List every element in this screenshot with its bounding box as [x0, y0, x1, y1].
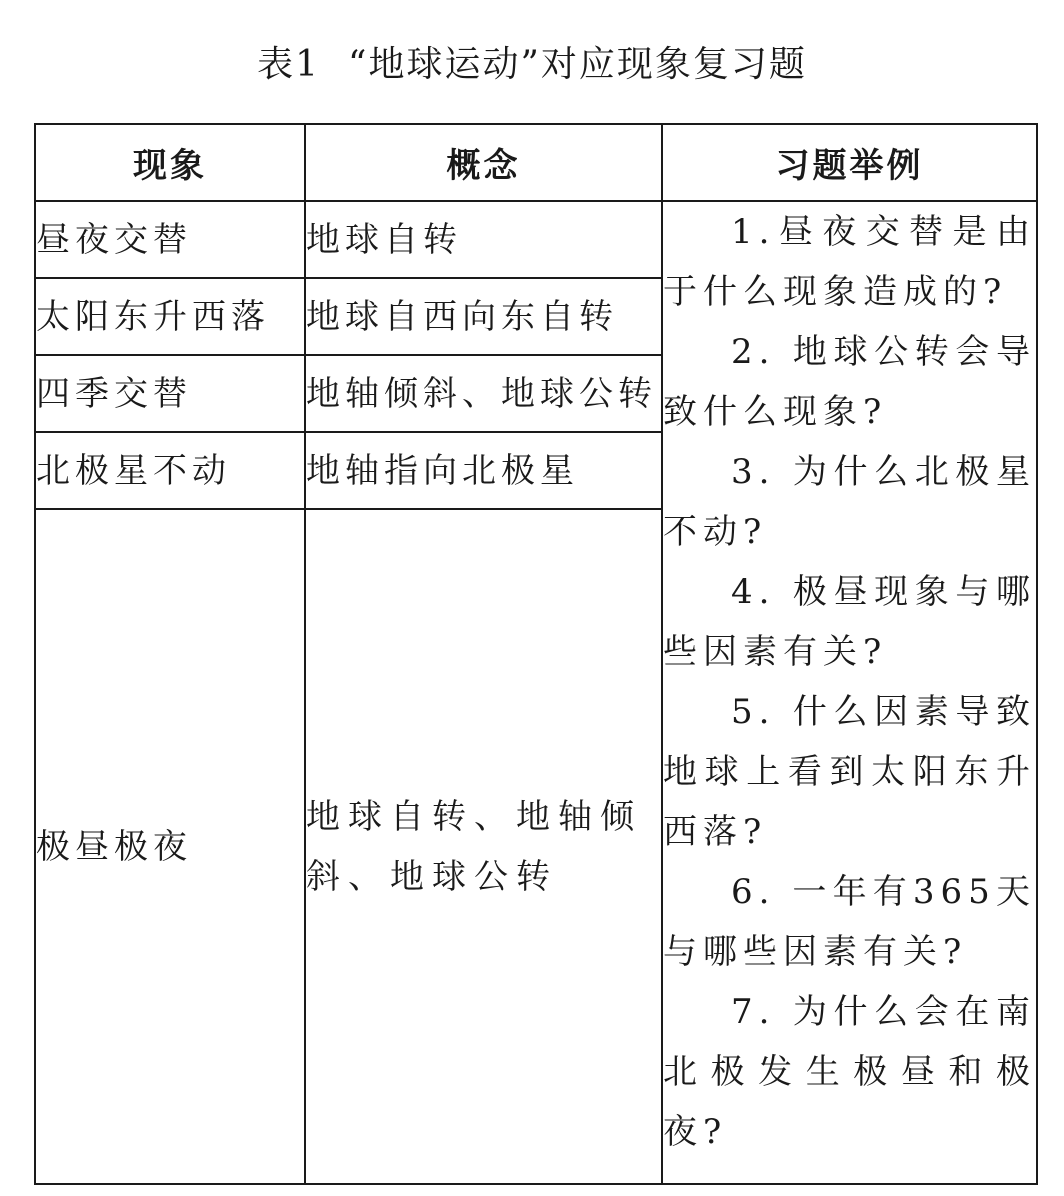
exercise-cell [662, 201, 1037, 1184]
concept-cell: 地轴指向北极星 [305, 432, 662, 509]
question-7: 7. 为什么会在南北极发生极昼和极夜? [663, 992, 1036, 1152]
question-5: 5. 什么因素导致地球上看到太阳东升西落? [663, 692, 1036, 852]
table-title: “地球运动”对应现象复习题 [348, 44, 807, 85]
question-1: 1.昼夜交替是由于什么现象造成的? [663, 212, 1036, 312]
concept-cell: 地球自转、地轴倾斜、地球公转 [305, 509, 662, 1184]
table-row [35, 201, 1037, 278]
header-exercises: 习题举例 [662, 124, 1037, 201]
question-4: 4. 极昼现象与哪些因素有关? [663, 572, 1036, 672]
concept-cell: 地球自转 [305, 201, 662, 278]
phenomenon-cell: 太阳东升西落 [35, 278, 305, 355]
phenomenon-cell: 昼夜交替 [35, 201, 305, 278]
header-phenomenon: 现象 [35, 124, 305, 201]
concept-cell: 地轴倾斜、地球公转 [305, 355, 662, 432]
review-table [34, 123, 1038, 1185]
question-6: 6. 一年有365天与哪些因素有关? [663, 872, 1036, 972]
phenomenon-cell: 北极星不动 [35, 432, 305, 509]
phenomenon-cell: 四季交替 [35, 355, 305, 432]
table-caption [0, 40, 1064, 90]
question-3: 3. 为什么北极星不动? [663, 452, 1036, 552]
phenomenon-cell: 极昼极夜 [35, 509, 305, 1184]
concept-cell: 地球自西向东自转 [305, 278, 662, 355]
question-2: 2. 地球公转会导致什么现象? [663, 332, 1036, 432]
table-number: 表1 [257, 44, 321, 85]
header-concept: 概念 [305, 124, 662, 201]
header-row [35, 124, 1037, 201]
